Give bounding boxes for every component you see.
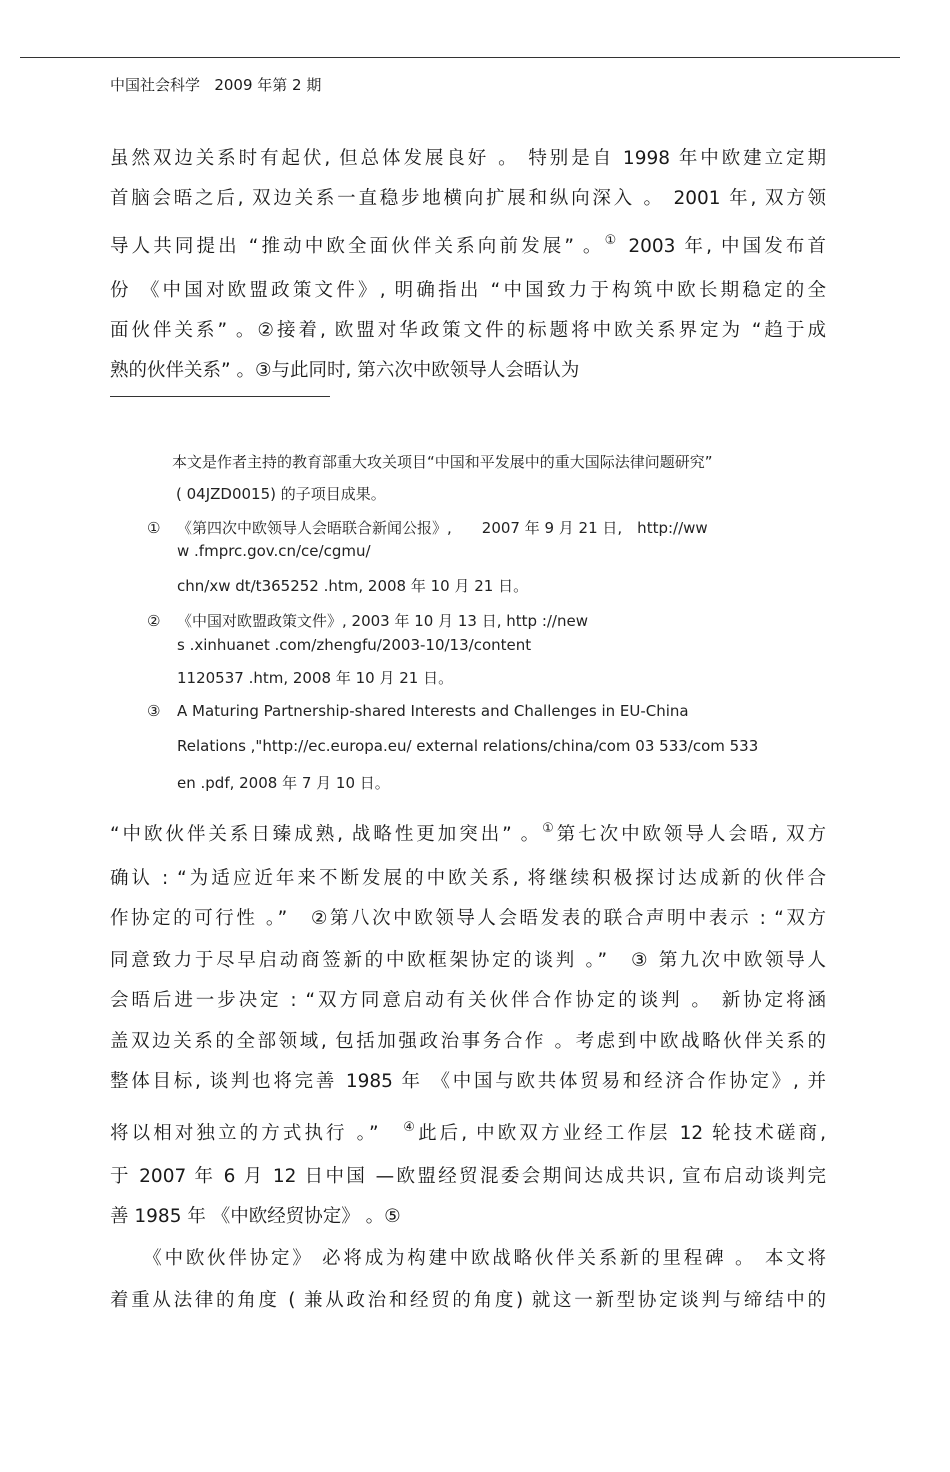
header-rule (20, 57, 900, 58)
text-segment: 将以相对独立的方式执行 。” (110, 1123, 404, 1144)
body-text-line (110, 949, 826, 973)
footnote-text: s .xinhuanet .com/zhengfu/2003-10/13/content (177, 636, 532, 654)
running-header (110, 74, 321, 95)
footnote-separator (110, 396, 330, 397)
funding-note-line: 本文是作者主持的教育部重大攻关项目“中国和平发展中的重大国际法律问题研究” (172, 453, 713, 471)
text-segment: 首脑会晤之后, 双边关系一直稳步地横向扩展和纵向深入 。 2001 年, 双方领 (110, 188, 826, 209)
body-text-line (110, 989, 826, 1013)
issue-number: 2009 年第 2 期 (214, 76, 322, 94)
text-segment: 整体目标, 谈判也将完善 1985 年 《中国与欧共体贸易和经济合作协定》, 并 (110, 1071, 826, 1092)
funding-note-line: ( 04JZD0015) 的子项目成果。 (176, 485, 386, 503)
body-text-line (110, 235, 826, 259)
footnote-text: chn/xw dt/t365252 .htm, 2008 年 10 月 21 日。 (177, 577, 529, 595)
footnote-line (177, 635, 531, 655)
text-segment: 同意致力于尽早启动商签新的中欧框架协定的谈判 。” ③ 第九次中欧领导人 (110, 950, 826, 971)
footnote-number: ① (147, 519, 161, 537)
text-segment: 着重从法律的角度 ( 兼从政治和经贸的角度) 就这一新型协定谈判与缔结中的 (110, 1290, 826, 1311)
text-segment: 确认 : “为适应近年来不断发展的中欧关系, 将继续积极探讨达成新的伙伴合 (110, 868, 826, 889)
text-segment: 2003 年, 中国发布首 (619, 236, 827, 257)
footnote-text: 《第四次中欧领导人会晤联合新闻公报》, 2007 年 9 月 21 日, http://ww (177, 519, 708, 537)
footnote-text: A Maturing Partnership-shared Interests and Challenges in EU-China (177, 702, 689, 720)
footnote-line (147, 701, 689, 721)
footnote-marker[interactable]: ① (604, 233, 620, 248)
body-text-line (110, 1247, 826, 1271)
body-text-line (110, 279, 826, 303)
text-segment: “中欧伙伴关系日臻成熟, 战略性更加突出” 。 (110, 824, 543, 845)
body-text-line (110, 1070, 826, 1094)
text-segment: 份 《中国对欧盟政策文件》, 明确指出 “中国致力于构筑中欧长期稳定的全 (110, 280, 826, 301)
body-text-line (110, 319, 826, 343)
footnote-line (177, 736, 758, 756)
body-text-line (110, 1289, 826, 1313)
text-segment: 此后, 中欧双方业经工作层 12 轮技术磋商, (418, 1123, 827, 1144)
body-text-line (110, 1165, 826, 1189)
footnote-line (177, 668, 453, 688)
footnote-text: Relations ,"http://ec.europa.eu/ external relations/china/com 03 533/com 533 (177, 737, 759, 755)
text-segment: 于 2007 年 6 月 12 日中国 —欧盟经贸混委会期间达成共识, 宣布启动谈判完 (110, 1166, 826, 1187)
body-text-line (110, 1205, 826, 1229)
footnote-line (147, 611, 588, 631)
footnote-text: w .fmprc.gov.cn/ce/cgmu/ (177, 542, 371, 560)
body-text-line (110, 1030, 826, 1054)
text-segment: 导人共同提出 “推动中欧全面伙伴关系向前发展” 。 (110, 236, 605, 257)
text-segment: 面伙伴关系” 。②接着, 欧盟对华政策文件的标题将中欧关系界定为 “趋于成 (110, 320, 826, 341)
body-text-line (110, 1122, 826, 1146)
footnote-line (177, 576, 528, 596)
footnote-number: ② (147, 612, 161, 630)
text-segment: 熟的伙伴关系” 。③与此同时, 第六次中欧领导人会晤认为 (110, 360, 580, 381)
text-segment: 会晤后进一步决定 : “双方同意启动有关伙伴合作协定的谈判 。 新协定将涵 (110, 990, 826, 1011)
text-segment: 《中欧伙伴协定》 必将成为构建中欧战略伙伴关系新的里程碑 。 本文将 (110, 1248, 826, 1269)
footnote-marker[interactable]: ① (542, 821, 557, 836)
body-text-line (110, 147, 826, 171)
footnote-number: ③ (147, 702, 161, 720)
footnote-text: en .pdf, 2008 年 7 月 10 日。 (177, 774, 390, 792)
body-text-line (110, 823, 826, 847)
footnote-marker[interactable]: ④ (403, 1120, 419, 1135)
footnote-text: 1120537 .htm, 2008 年 10 月 21 日。 (177, 669, 454, 687)
footnote-line (177, 773, 390, 793)
body-text-line (110, 867, 826, 891)
body-text-line (110, 359, 826, 383)
text-segment: 善 1985 年 《中欧经贸协定》 。⑤ (110, 1206, 401, 1227)
body-text-line (110, 907, 826, 931)
text-segment: 作协定的可行性 。” ②第八次中欧领导人会晤发表的联合声明中表示 : “双方 (110, 908, 826, 929)
footnote-line (177, 541, 371, 561)
text-segment: 第七次中欧领导人会晤, 双方 (556, 824, 827, 845)
journal-name: 中国社会科学 (110, 76, 201, 94)
text-segment: 虽然双边关系时有起伏, 但总体发展良好 。 特别是自 1998 年中欧建立定期 (110, 148, 826, 169)
text-segment: 盖双边关系的全部领域, 包括加强政治事务合作 。考虑到中欧战略伙伴关系的 (110, 1031, 826, 1052)
body-text-line (110, 187, 826, 211)
footnote-text: 《中国对欧盟政策文件》, 2003 年 10 月 13 日, http ://new (177, 612, 588, 630)
footnote-line (147, 518, 708, 538)
